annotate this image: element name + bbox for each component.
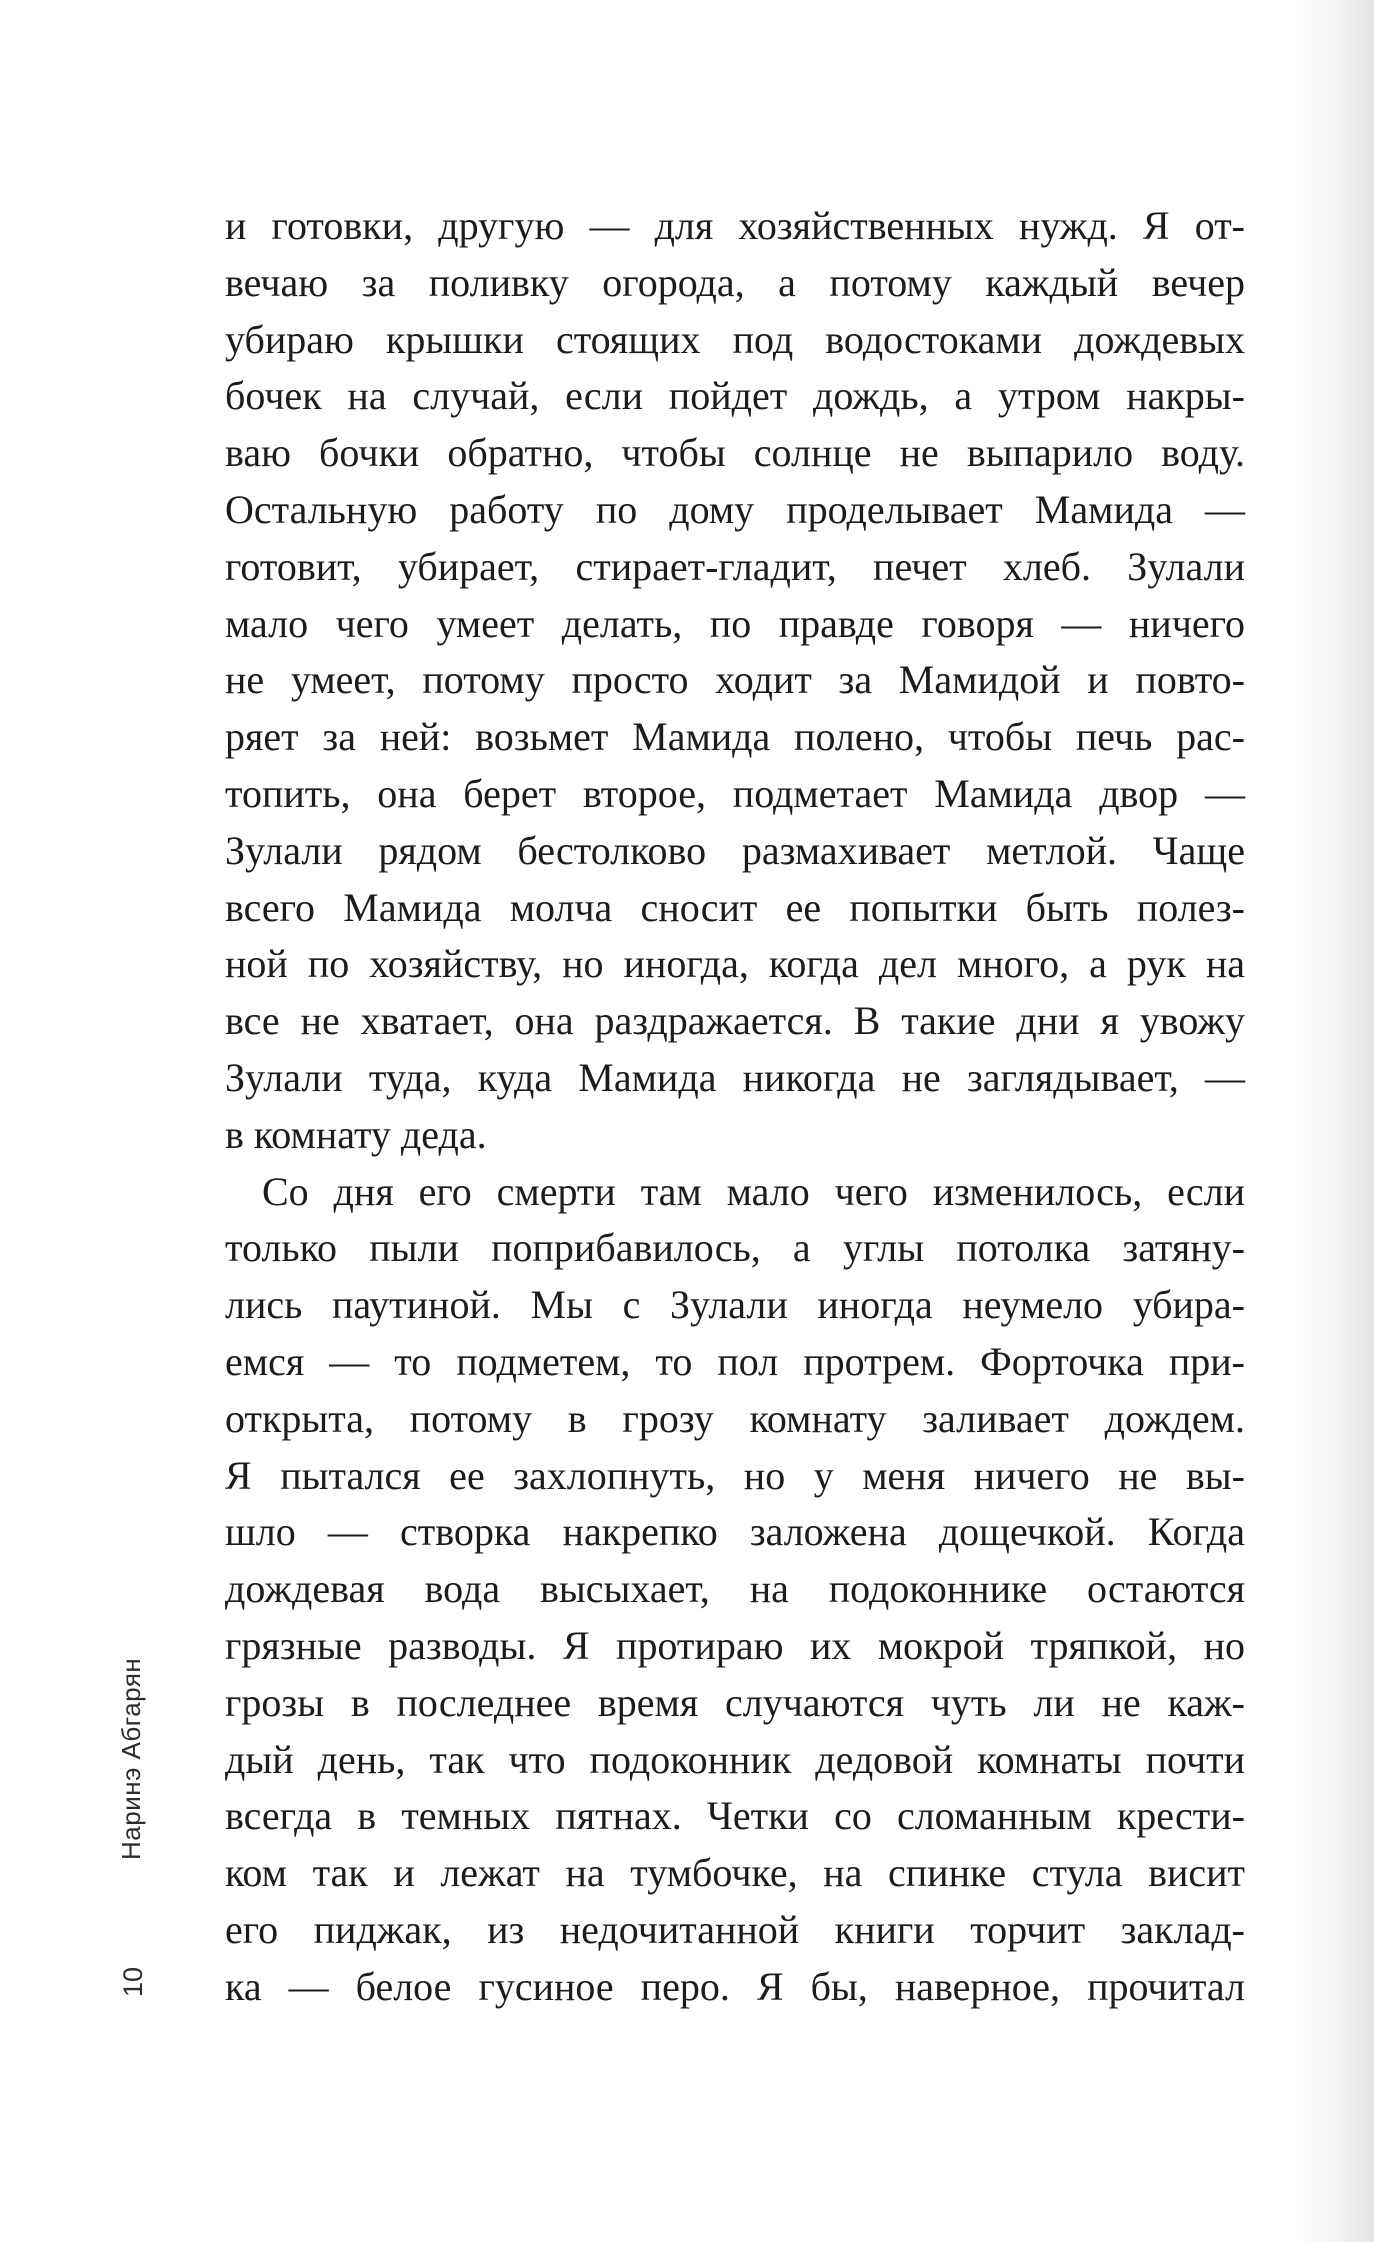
text-line: все не хватает, она раздражается. В такие дни я увожу	[225, 998, 1245, 1044]
text-line: вечаю за поливку огорода, а потому каждый вечер	[225, 259, 1245, 305]
page-number: 10	[118, 1966, 148, 1997]
text-line: шло — створка накрепко заложена дощечкой. Когда	[225, 1509, 1245, 1555]
text-line: всего Мамида молча сносит ее попытки быть полез-	[225, 884, 1245, 930]
text-line: только пыли поприбавилось, а углы потолка затяну-	[225, 1225, 1245, 1271]
text-line: мало чего умеет делать, по правде говоря — ничего	[225, 600, 1245, 646]
text-line: в комнату деда.	[225, 1111, 487, 1157]
text-line: ка — белое гусиное перо. Я бы, наверное, прочитал	[225, 1963, 1245, 2009]
text-line: и готовки, другую — для хозяйственных нужд. Я от-	[225, 203, 1245, 248]
text-line: ряет за ней: возьмет Мамида полено, чтобы печь рас-	[225, 714, 1245, 760]
text-line: Зулали рядом бестолково размахивает метлой. Чаще	[225, 827, 1245, 873]
text-line: грозы в последнее время случаются чуть ли не каж-	[225, 1679, 1245, 1725]
paragraph	[225, 1164, 1245, 2016]
text-line: дый день, так что подоконник дедовой комнаты почти	[225, 1736, 1245, 1782]
text-line: ной по хозяйству, но иногда, когда дел много, а рук на	[225, 941, 1245, 987]
text-line: топить, она берет второе, подметает Мамида двор —	[225, 770, 1245, 816]
text-line: Остальную работу по дому проделывает Мамида —	[225, 486, 1245, 532]
text-line: убираю крышки стоящих под водостоками дождевых	[225, 316, 1245, 362]
text-line: ком так и лежат на тумбочке, на спинке стула висит	[225, 1850, 1245, 1896]
text-line: Со дня его смерти там мало чего изменилось, если	[262, 1168, 1245, 1214]
text-line: не умеет, потому просто ходит за Мамидой и повто-	[225, 657, 1245, 703]
sidebar-author-label: Наринэ Абгарян	[116, 1657, 146, 1860]
text-line: открыта, потому в грозу комнату заливает дождем.	[225, 1395, 1245, 1441]
text-line: грязные разводы. Я протираю их мокрой тряпкой, но	[225, 1622, 1245, 1668]
text-line: его пиджак, из недочитанной книги торчит заклад-	[225, 1906, 1245, 1952]
page-edge-shadow	[1290, 0, 1374, 2242]
text-line: всегда в темных пятнах. Четки со сломанным крести-	[225, 1793, 1245, 1839]
paragraph	[225, 198, 1245, 1164]
text-line: лись паутиной. Мы с Зулали иногда неумело убира-	[225, 1282, 1245, 1328]
text-line: ваю бочки обратно, чтобы солнце не выпарило воду.	[225, 430, 1245, 476]
text-line: дождевая вода высыхает, на подоконнике остаются	[225, 1566, 1245, 1612]
text-line: емся — то подметем, то пол протрем. Форточка при-	[225, 1338, 1245, 1384]
text-line: Зулали туда, куда Мамида никогда не заглядывает, —	[225, 1054, 1245, 1100]
text-column	[225, 198, 1245, 2016]
text-line: бочек на случай, если пойдет дождь, а утром накры-	[225, 373, 1245, 419]
text-line: готовит, убирает, стирает-гладит, печет хлеб. Зулали	[225, 543, 1245, 589]
text-line: Я пытался ее захлопнуть, но у меня ничего не вы-	[225, 1452, 1245, 1498]
